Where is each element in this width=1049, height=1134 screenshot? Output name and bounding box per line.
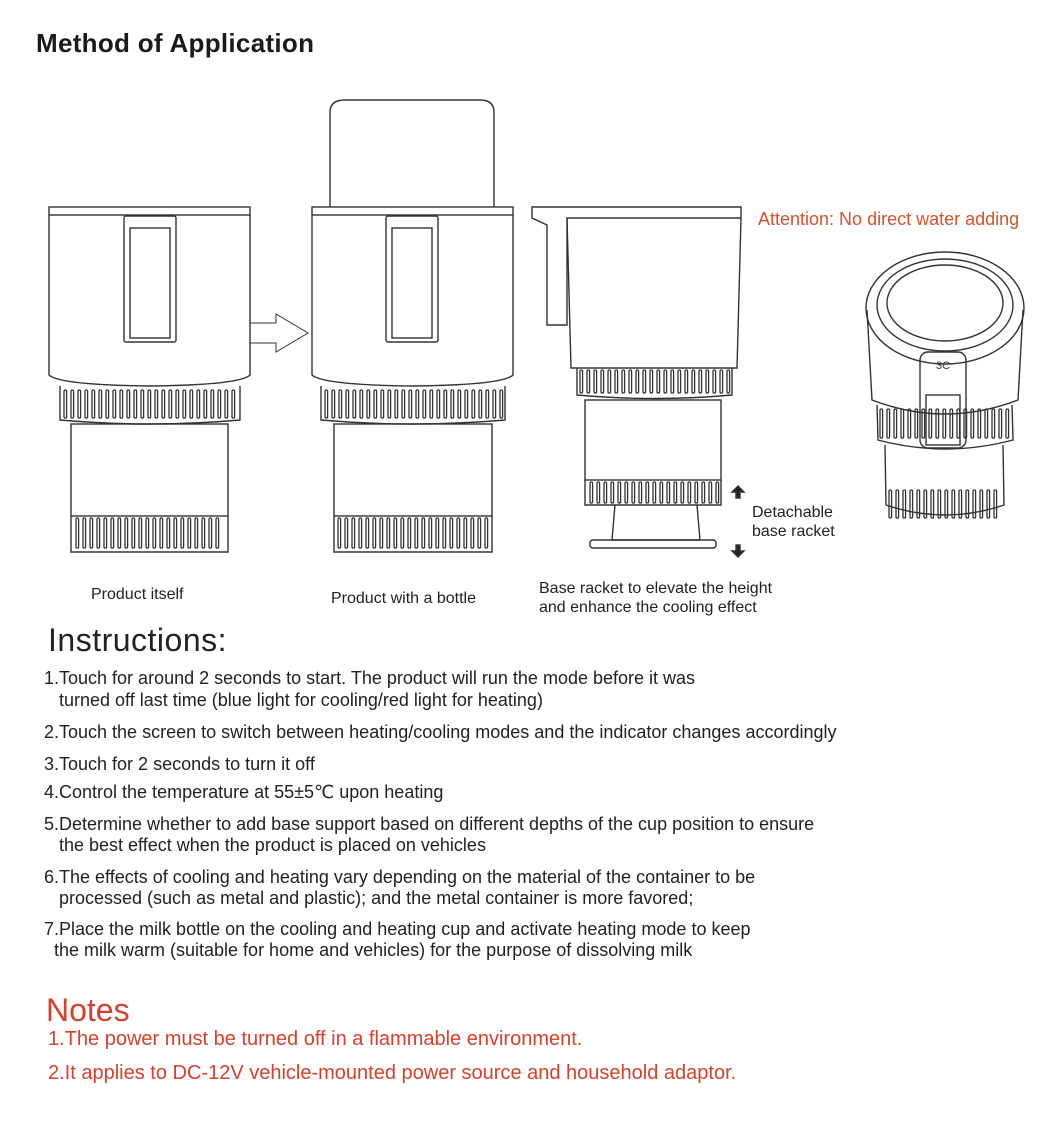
page-title: Method of Application — [36, 28, 315, 58]
arrow-down-icon — [732, 545, 744, 557]
arrow-up-icon — [732, 486, 744, 498]
caption-detachable-line1: Detachable — [752, 504, 833, 521]
note-item-1: 1.The power must be turned off in a flammable environment. — [48, 1028, 583, 1050]
instruction-item-5-line1: 5.Determine whether to add base support based on different depths of the cup position to ensure — [44, 814, 815, 834]
instruction-item-1-line2: turned off last time (blue light for cooling/red light for heating) — [44, 690, 543, 710]
instruction-item-4: 4.Control the temperature at 55±5℃ upon heating — [44, 782, 444, 802]
instruction-item-7-line1: 7.Place the milk bottle on the cooling and heating cup and activate heating mode to keep — [44, 919, 751, 939]
temperature-display: 3C — [935, 360, 951, 372]
instruction-item-2: 2.Touch the screen to switch between heating/cooling modes and the indicator changes accordingly — [44, 722, 837, 742]
product-itself-illustration — [49, 207, 250, 552]
attention-warning: Attention: No direct water adding — [758, 209, 1020, 229]
note-item-2: 2.It applies to DC-12V vehicle-mounted power source and household adaptor. — [48, 1062, 737, 1084]
notes-title: Notes — [46, 992, 130, 1028]
caption-product-with-bottle: Product with a bottle — [331, 590, 476, 607]
vent-slats — [64, 370, 1009, 548]
instruction-item-5-line2: the best effect when the product is placed on vehicles — [44, 835, 486, 855]
instruction-item-7-line2: the milk warm (suitable for home and vehicles) for the purpose of dissolving milk — [44, 940, 693, 960]
instruction-item-6-line1: 6.The effects of cooling and heating vary depending on the material of the container to be — [44, 867, 756, 887]
instruction-item-3: 3.Touch for 2 seconds to turn it off — [44, 754, 315, 774]
caption-product-itself: Product itself — [91, 586, 184, 603]
instructions-title: Instructions: — [48, 622, 228, 658]
product-with-bottle-illustration — [312, 100, 513, 552]
instruction-item-6-line2: processed (such as metal and plastic); and the metal container is more favored; — [44, 888, 694, 908]
caption-base-racket-line2: and enhance the cooling effect — [539, 599, 757, 616]
instruction-item-1-line1: 1.Touch for around 2 seconds to start. The product will run the mode before it was — [44, 668, 696, 688]
caption-base-racket-line1: Base racket to elevate the height — [539, 580, 773, 597]
arrow-right-icon — [250, 314, 308, 352]
caption-detachable-line2: base racket — [752, 523, 835, 540]
top-view-illustration — [866, 252, 1024, 515]
